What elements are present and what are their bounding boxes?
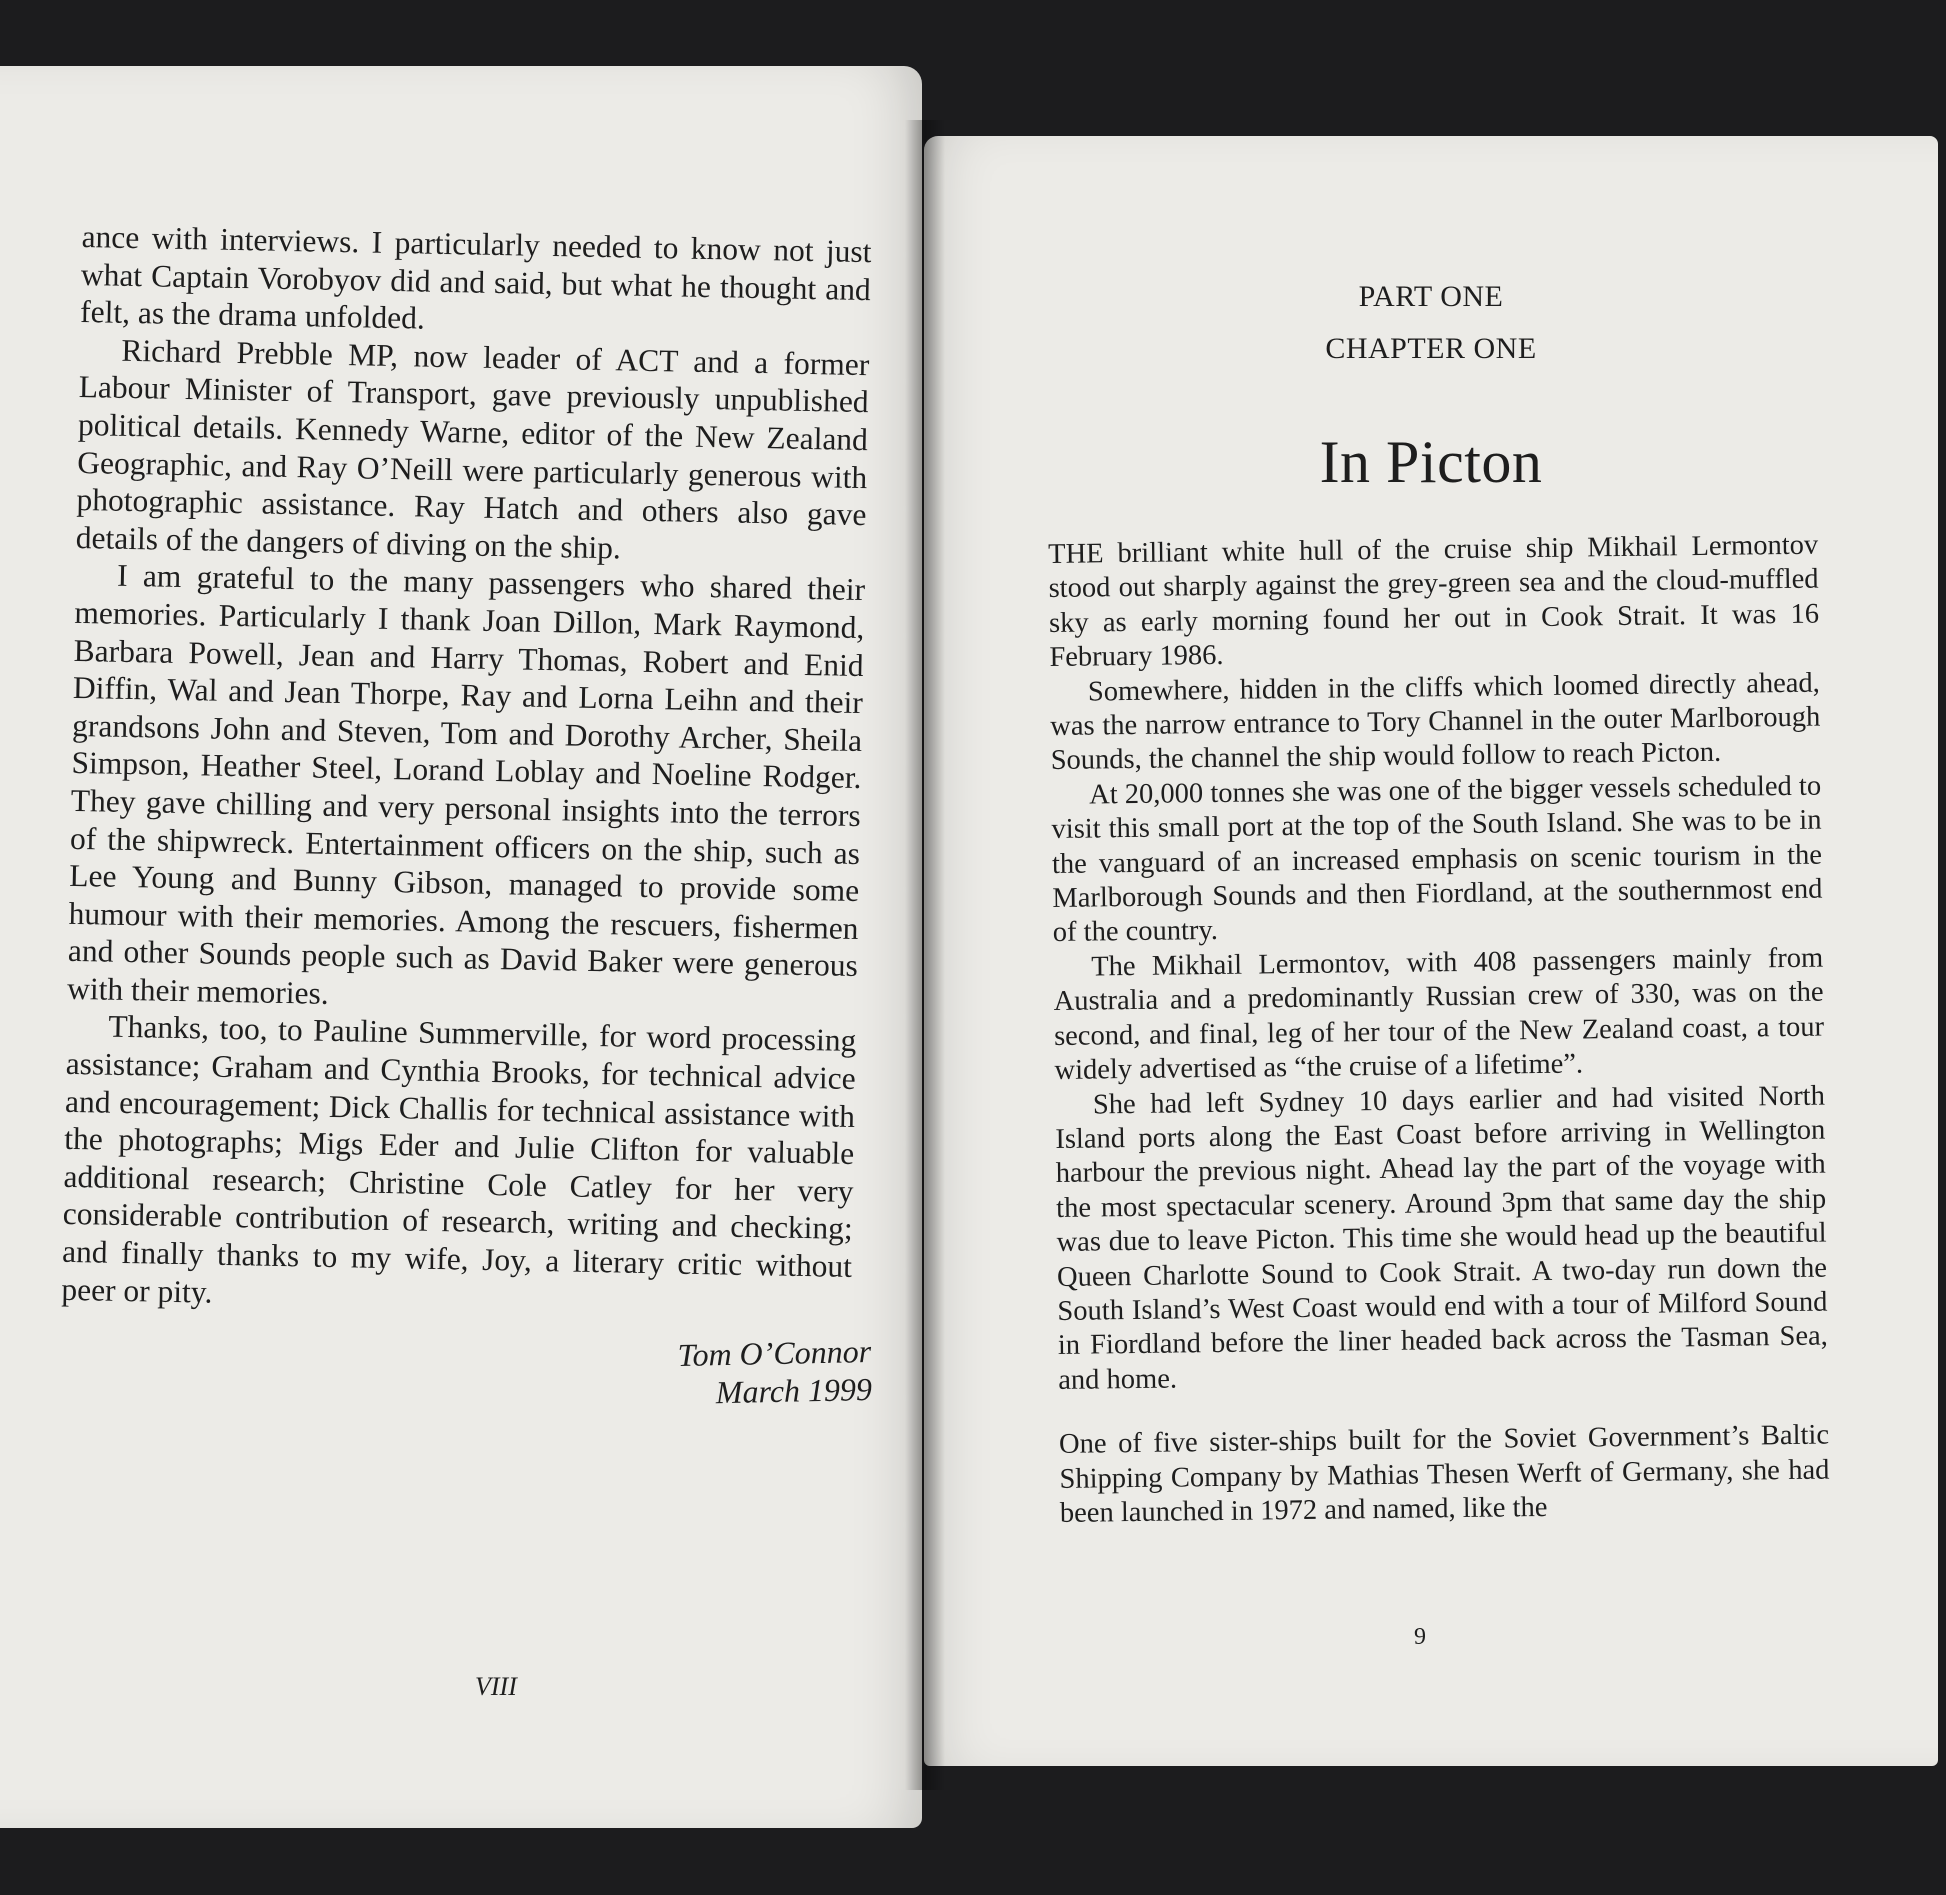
paragraph: At 20,000 tonnes she was one of the bigger vessels scheduled to visit this small port at the top of the South Island. She was to be in the vanguard of an increased emphasis on scenic tourism in the Marlborough Sounds and then Fiordland, at the southernmost end of the country. [1051,770,1823,949]
paragraph: She had left Sydney 10 days earlier and had visited North Island ports along the East Coast before arriving in Wellington harbour the previous night. Ahead lay the part of the voyage with the most spectacular scenery. Around 3pm that same day the ship was due to leave Picton. This time she would head up the beautiful Queen Charlotte Sound to Cook Strait. A two-day run down the South Island’s West Coast would end with a tour of Milford Sound in Fiordland before the liner headed back across the Tasman Sea, and home. [1055,1080,1829,1396]
left-page [0,66,922,1828]
chapter-heading: CHAPTER ONE [1325,332,1537,365]
paragraph: Thanks, too, to Pauline Summerville, for word processing assistance; Graham and Cynthia Brooks, for technical advice and encouragement; Dick Challis for technical assistance with the photographs; Migs Eder and Julie Clifton for valuable additional research; Christine Cole Catley for her very considerable contribution of research, writing and checking; and finally thanks to my wife, Joy, a literary critic without peer or pity. [61,1009,857,1310]
page-number-left: VIII [475,1672,517,1701]
signature-date: March 1999 [715,1370,873,1411]
paragraph: The Mikhail Lermontov, with 408 passengers mainly from Australia and a predominantly Russian crew of 330, was on the second, and final, leg of her tour of the New Zealand coast, a tour widely advertised as “the cruise of a lifetime”. [1053,942,1825,1087]
signature-block [678,1332,873,1412]
chapter-title: In Picton [1319,429,1543,495]
paragraph: Somewhere, hidden in the cliffs which loomed directly ahead, was the narrow entrance to Tory Channel in the outer Marlborough Sounds, the channel the ship would follow to reach Picton. [1050,667,1821,777]
signature-name: Tom O’Connor [677,1332,872,1374]
paragraph: Richard Prebble MP, now leader of ACT and a former Labour Minister of Transport, gave previously unpublished political details. Kennedy Warne, editor of the New Zealand Geographic, and Ray O’Neill were particularly generous with photographic assistance. Ray Hatch and others also gave details of the dangers of diving on the ship. [75,332,870,566]
paragraph: I am grateful to the many passengers who shared their memories. Particularly I thank Joan Dillon, Mark Raymond, Barbara Powell, Jean and Harry Thomas, Robert and Enid Diffin, Wal and Jean Thorpe, Ray and Lorna Leihn and their grandsons John and Steven, Tom and Dorothy Archer, Sheila Simpson, Heather Steel, Lorand Loblay and Noeline Rodger. They gave chilling and very personal insights into the terrors of the shipwreck. Entertainment officers on the ship, such as Lee Young and Bunny Gibson, managed to provide some humour with their memories. Among the rescuers, fishermen and other Sounds people such as David Baker were generous with their memories. [66,558,866,1011]
paragraph: One of five sister-ships built for the Soviet Government’s Baltic Shipping Company by Mathias Thesen Werft of Germany, she had been launched in 1972 and named, like the [1058,1419,1830,1529]
right-page [924,136,1938,1766]
page-number-right: 9 [1414,1624,1426,1650]
part-heading: PART ONE [1358,280,1504,313]
left-page-body [61,218,872,1323]
paragraph: THE brilliant white hull of the cruise ship Mikhail Lermontov stood out sharply against the grey-green sea and the cloud-muffled sky as early morning found her out in Cook Strait. It was 16 February 1986. [1048,529,1820,674]
right-page-body [1048,529,1830,1532]
paragraph: ance with interviews. I particularly needed to know not just what Captain Vorobyov did and said, but what he thought and felt, as the drama unfolded. [79,218,872,336]
